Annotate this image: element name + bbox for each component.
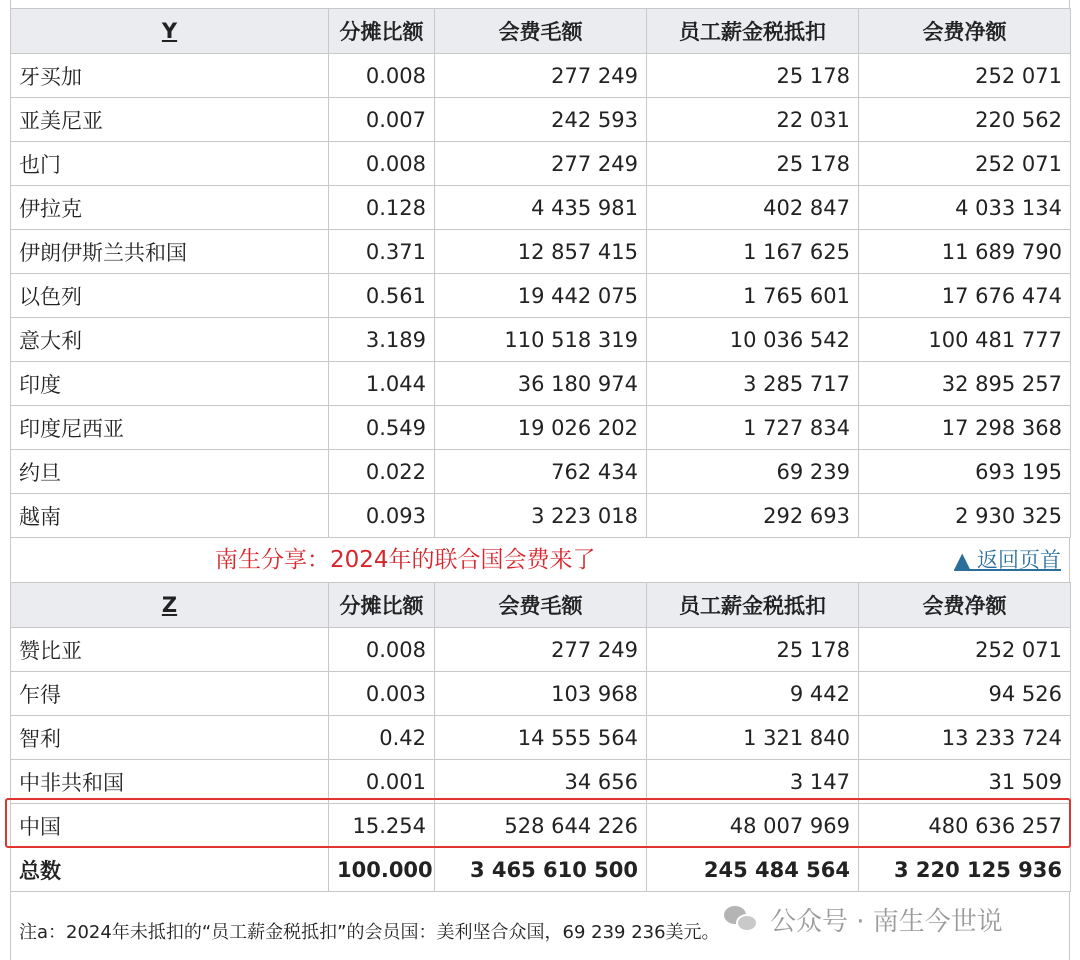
table-row — [11, 318, 1071, 362]
gross-value: 14 555 564 — [435, 716, 647, 760]
rate-value: 0.001 — [329, 760, 435, 804]
table-body-y — [11, 54, 1071, 538]
section-letter-y[interactable]: Y — [11, 9, 329, 54]
header-gross: 会费毛额 — [435, 583, 647, 628]
country-name: 赞比亚 — [11, 628, 329, 672]
header-rate: 分摊比额 — [329, 583, 435, 628]
watermark — [724, 895, 1003, 943]
section-letter-z[interactable]: Z — [11, 583, 329, 628]
net-value: 13 233 724 — [859, 716, 1071, 760]
country-name: 亚美尼亚 — [11, 98, 329, 142]
table-section-z — [10, 582, 1071, 892]
gross-value: 3 223 018 — [435, 494, 647, 538]
tax-value: 402 847 — [647, 186, 859, 230]
table-section-y — [10, 8, 1071, 538]
country-name: 印度 — [11, 362, 329, 406]
table-row — [11, 186, 1071, 230]
gross-value: 36 180 974 — [435, 362, 647, 406]
net-value: 693 195 — [859, 450, 1071, 494]
table-row — [11, 760, 1071, 804]
gross-value: 103 968 — [435, 672, 647, 716]
net-value: 220 562 — [859, 98, 1071, 142]
net-value: 252 071 — [859, 54, 1071, 98]
rate-value: 0.42 — [329, 716, 435, 760]
share-caption: 南生分享：2024年的联合国会费来了 — [215, 547, 596, 573]
rate-value: 0.008 — [329, 54, 435, 98]
gross-value: 110 518 319 — [435, 318, 647, 362]
tax-value: 25 178 — [647, 142, 859, 186]
table-row — [11, 450, 1071, 494]
rate-value: 0.128 — [329, 186, 435, 230]
tax-value: 292 693 — [647, 494, 859, 538]
tax-value: 22 031 — [647, 98, 859, 142]
table-row — [11, 274, 1071, 318]
country-name: 也门 — [11, 142, 329, 186]
net-value: 32 895 257 — [859, 362, 1071, 406]
rate-value: 1.044 — [329, 362, 435, 406]
total-rate: 100.000 — [329, 848, 435, 892]
rate-value: 0.561 — [329, 274, 435, 318]
section-separator — [10, 538, 1070, 582]
table-row — [11, 494, 1071, 538]
gross-value: 762 434 — [435, 450, 647, 494]
gross-value: 19 026 202 — [435, 406, 647, 450]
gross-value: 4 435 981 — [435, 186, 647, 230]
net-value: 252 071 — [859, 628, 1071, 672]
tax-value: 3 285 717 — [647, 362, 859, 406]
table-row — [11, 230, 1071, 274]
tax-value: 1 321 840 — [647, 716, 859, 760]
gross-value: 277 249 — [435, 628, 647, 672]
table-row — [11, 804, 1071, 848]
total-label: 总数 — [11, 848, 329, 892]
header-tax: 员工薪金税抵扣 — [647, 583, 859, 628]
footnote-text: 注a：2024年未抵扣的“员工薪金税抵扣”的会员国：美利坚合众国，69 239 236美元。 — [19, 922, 720, 943]
country-name: 以色列 — [11, 274, 329, 318]
table-body-z — [11, 628, 1071, 848]
country-name: 中非共和国 — [11, 760, 329, 804]
table-row — [11, 716, 1071, 760]
tax-value: 69 239 — [647, 450, 859, 494]
net-value: 480 636 257 — [859, 804, 1071, 848]
table-row — [11, 54, 1071, 98]
tax-value: 1 765 601 — [647, 274, 859, 318]
watermark-text: 公众号 · 南生今世说 — [770, 906, 1003, 937]
rate-value: 0.371 — [329, 230, 435, 274]
table-row — [11, 98, 1071, 142]
rate-value: 0.003 — [329, 672, 435, 716]
tax-value: 1 727 834 — [647, 406, 859, 450]
net-value: 94 526 — [859, 672, 1071, 716]
tax-value: 25 178 — [647, 54, 859, 98]
rate-value: 0.008 — [329, 628, 435, 672]
rate-value: 0.093 — [329, 494, 435, 538]
rate-value: 0.549 — [329, 406, 435, 450]
tax-value: 25 178 — [647, 628, 859, 672]
net-value: 17 676 474 — [859, 274, 1071, 318]
tax-value: 48 007 969 — [647, 804, 859, 848]
rate-value: 3.189 — [329, 318, 435, 362]
gross-value: 528 644 226 — [435, 804, 647, 848]
header-rate: 分摊比额 — [329, 9, 435, 54]
header-tax: 员工薪金税抵扣 — [647, 9, 859, 54]
net-value: 17 298 368 — [859, 406, 1071, 450]
net-value: 4 033 134 — [859, 186, 1071, 230]
net-value: 252 071 — [859, 142, 1071, 186]
tax-value: 3 147 — [647, 760, 859, 804]
country-name: 伊朗伊斯兰共和国 — [11, 230, 329, 274]
country-name: 乍得 — [11, 672, 329, 716]
net-value: 11 689 790 — [859, 230, 1071, 274]
wechat-icon — [724, 904, 760, 934]
country-name: 约旦 — [11, 450, 329, 494]
rate-value: 0.007 — [329, 98, 435, 142]
header-gross: 会费毛额 — [435, 9, 647, 54]
header-net: 会费净额 — [859, 9, 1071, 54]
net-value: 100 481 777 — [859, 318, 1071, 362]
header-net: 会费净额 — [859, 583, 1071, 628]
table-row — [11, 142, 1071, 186]
gross-value: 12 857 415 — [435, 230, 647, 274]
table-row — [11, 672, 1071, 716]
gross-value: 34 656 — [435, 760, 647, 804]
total-gross: 3 465 610 500 — [435, 848, 647, 892]
table-row — [11, 628, 1071, 672]
gross-value: 242 593 — [435, 98, 647, 142]
gross-value: 277 249 — [435, 54, 647, 98]
total-tax: 245 484 564 — [647, 848, 859, 892]
country-name: 意大利 — [11, 318, 329, 362]
total-row — [11, 848, 1071, 892]
rate-value: 0.022 — [329, 450, 435, 494]
header-row-y — [11, 9, 1071, 54]
table-row — [11, 406, 1071, 450]
country-name: 中国 — [11, 804, 329, 848]
net-value: 2 930 325 — [859, 494, 1071, 538]
table-top-edge — [10, 0, 1070, 8]
net-value: 31 509 — [859, 760, 1071, 804]
back-to-top-link[interactable]: ▲ 返回页首 — [954, 548, 1061, 572]
header-row-z — [11, 583, 1071, 628]
country-name: 伊拉克 — [11, 186, 329, 230]
table-row — [11, 362, 1071, 406]
tax-value: 10 036 542 — [647, 318, 859, 362]
country-name: 智利 — [11, 716, 329, 760]
gross-value: 19 442 075 — [435, 274, 647, 318]
gross-value: 277 249 — [435, 142, 647, 186]
rate-value: 0.008 — [329, 142, 435, 186]
country-name: 牙买加 — [11, 54, 329, 98]
rate-value: 15.254 — [329, 804, 435, 848]
tax-value: 9 442 — [647, 672, 859, 716]
country-name: 越南 — [11, 494, 329, 538]
country-name: 印度尼西亚 — [11, 406, 329, 450]
total-net: 3 220 125 936 — [859, 848, 1071, 892]
tax-value: 1 167 625 — [647, 230, 859, 274]
